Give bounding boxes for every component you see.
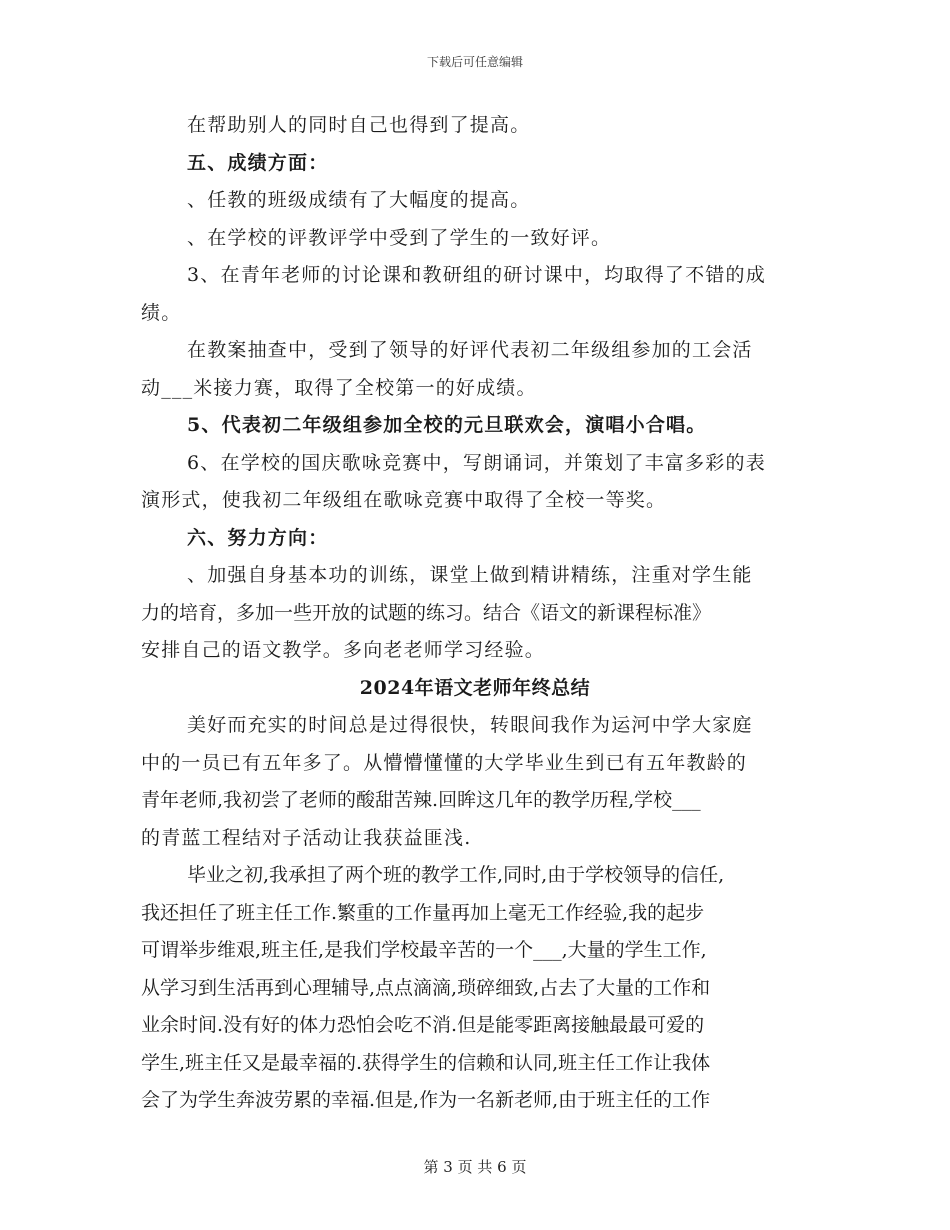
paragraph-line: 、在学校的评教评学中受到了学生的一致好评。 xyxy=(187,226,612,249)
page-footer: 第 3 页 共 6 页 xyxy=(423,1158,527,1176)
paragraph-line: 、任教的班级成绩有了大幅度的提高。 xyxy=(187,189,531,211)
section-heading: 五、成绩方面： xyxy=(187,151,329,174)
paragraph-line: 3、在青年老师的讨论课和教研组的研讨课中，均取得了不错的成 xyxy=(187,264,766,286)
paragraph-line: 的青蓝工程结对子活动让我获益匪浅. xyxy=(141,826,472,849)
paragraph-line: 从学习到生活再到心理辅导,点点滴滴,琐碎细致,占去了大量的工作和 xyxy=(141,976,711,999)
paragraph-line: 中的一员已有五年多了。从懵懵懂懂的大学毕业生到已有五年教龄的 xyxy=(141,751,748,774)
paragraph-line: 力的培育，多加一些开放的试题的练习。结合《语文的新课程标准》 xyxy=(141,601,712,624)
paragraph-line: 在帮助别人的同时自己也得到了提高。 xyxy=(187,114,531,136)
paragraph-line: 美好而充实的时间总是过得很快，转眼间我作为运河中学大家庭 xyxy=(187,714,753,736)
section-heading: 六、努力方向： xyxy=(187,526,329,549)
document-title: 2024年语文老师年终总结 xyxy=(359,676,591,699)
paragraph-line: 绩。 xyxy=(141,301,182,324)
paragraph-line: 业余时间.没有好的体力恐怕会吃不消.但是能零距离接触最最可爱的 xyxy=(141,1014,705,1036)
page-header: 下载后可任意编辑 xyxy=(426,55,523,69)
paragraph-line: 青年老师,我初尝了老师的酸甜苦辣.回眸这几年的教学历程,学校___ xyxy=(141,789,701,811)
paragraph-line: 动___米接力赛，取得了全校第一的好成绩。 xyxy=(141,376,537,399)
paragraph-line: 、加强自身基本功的训练，课堂上做到精讲精练，注重对学生能 xyxy=(187,564,753,586)
paragraph-line: 会了为学生奔波劳累的幸福.但是,作为一名新老师,由于班主任的工作 xyxy=(141,1089,711,1111)
paragraph-line: 我还担任了班主任工作.繁重的工作量再加上毫无工作经验,我的起步 xyxy=(141,901,705,924)
paragraph-line: 可谓举步维艰,班主任,是我们学校最辛苦的一个___,大量的学生工作, xyxy=(141,939,707,961)
paragraph-line: 6、在学校的国庆歌咏竞赛中，写朗诵词，并策划了丰富多彩的表 xyxy=(187,451,766,474)
paragraph-line: 在教案抽查中，受到了领导的好评代表初二年级组参加的工会活 xyxy=(187,339,753,361)
document-body xyxy=(141,107,809,1120)
paragraph-line: 毕业之初,我承担了两个班的教学工作,同时,由于学校领导的信任, xyxy=(187,864,725,886)
bold-paragraph-line: 5、代表初二年级组参加全校的元旦联欢会，演唱小合唱。 xyxy=(187,414,707,436)
paragraph-line: 学生,班主任又是最幸福的.获得学生的信赖和认同,班主任工作让我体 xyxy=(141,1051,711,1074)
paragraph-line: 安排自己的语文教学。多向老老师学习经验。 xyxy=(141,639,546,661)
paragraph-line: 演形式，使我初二年级组在歌咏竞赛中取得了全校一等奖。 xyxy=(141,489,667,511)
